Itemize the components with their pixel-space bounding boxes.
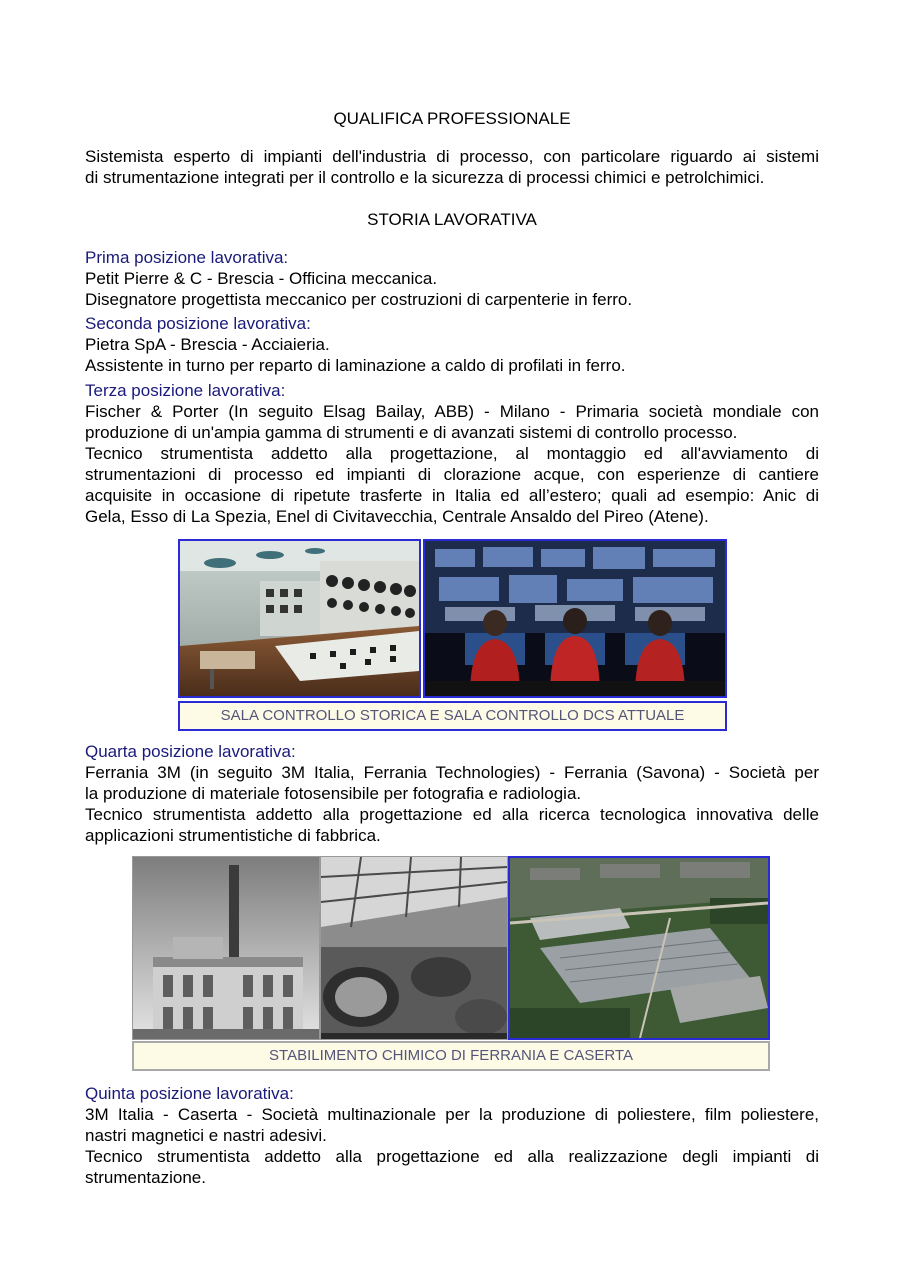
text-line: la produzione di materiale fotosensibile per fotografia e radiologia.	[85, 784, 582, 803]
position-heading: Prima posizione lavorativa:	[85, 248, 289, 267]
figure-plants	[132, 856, 770, 1040]
text-line: di strumentazione integrati per il controllo e la sicurezza di processi chimici e petrolchimici.	[85, 168, 765, 187]
figure-caption-plants: STABILIMENTO CHIMICO DI FERRANIA E CASERTA	[132, 1041, 770, 1071]
text-line: Tecnico strumentista addetto alla progettazione ed alla realizzazione degli impianti di	[85, 1147, 819, 1166]
text-line: nastri magnetici e nastri adesivi.	[85, 1126, 327, 1145]
text-line: Disegnatore progettista meccanico per costruzioni di carpenterie in ferro.	[85, 290, 633, 309]
text-line: produzione di un'ampia gamma di strumenti e di avanzati sistemi di controllo processo.	[85, 423, 738, 442]
position-terza	[85, 380, 819, 527]
section-title-qualifica: QUALIFICA PROFESSIONALE	[333, 109, 571, 128]
ferrania-building-photo	[132, 856, 320, 1040]
position-heading: Terza posizione lavorativa:	[85, 381, 286, 400]
text-line: 3M Italia - Caserta - Società multinazionale per la produzione di poliestere, film poliestere,	[85, 1105, 819, 1124]
text-line: strumentazione.	[85, 1168, 206, 1187]
figure-control-rooms	[178, 539, 727, 698]
text-line: Fischer & Porter (In seguito Elsag Bailay, ABB) - Milano - Primaria società mondiale con	[85, 402, 819, 421]
factory-hall-photo	[320, 856, 508, 1040]
caserta-aerial-photo	[508, 856, 770, 1040]
text-line: applicazioni strumentistiche di fabbrica.	[85, 826, 381, 845]
text-line: Ferrania 3M (in seguito 3M Italia, Ferrania Technologies) - Ferrania (Savona) - Società per	[85, 763, 819, 782]
text-line: Gela, Esso di La Spezia, Enel di Civitavecchia, Centrale Ansaldo del Pireo (Atene).	[85, 507, 709, 526]
position-heading: Quarta posizione lavorativa:	[85, 742, 296, 761]
text-line: strumentazioni di processo ed impianti di clorazione acque, con esperienze di cantiere	[85, 465, 819, 484]
text-line: Pietra SpA - Brescia - Acciaieria.	[85, 335, 330, 354]
historic-control-room-photo	[178, 539, 421, 698]
position-quarta	[85, 741, 819, 846]
text-line: Assistente in turno per reparto di laminazione a caldo di profilati in ferro.	[85, 356, 626, 375]
text-line: Tecnico strumentista addetto alla progettazione ed alla ricerca tecnologica innovativa delle	[85, 805, 819, 824]
position-prima	[85, 247, 819, 310]
position-heading: Quinta posizione lavorativa:	[85, 1084, 294, 1103]
dcs-control-room-photo	[423, 539, 727, 698]
section-title-storia: STORIA LAVORATIVA	[367, 210, 537, 229]
position-seconda	[85, 313, 819, 376]
text-line: Tecnico strumentista addetto alla progettazione, al montaggio ed all'avviamento di	[85, 444, 819, 463]
position-quinta	[85, 1083, 819, 1188]
qualifica-paragraph	[85, 146, 819, 188]
figure-caption-control-rooms: SALA CONTROLLO STORICA E SALA CONTROLLO DCS ATTUALE	[178, 701, 727, 731]
text-line: acquisite in occasione di ripetute trasferte in Italia ed all’estero; quali ad esempio: Anic di	[85, 486, 819, 505]
text-line: Petit Pierre & C - Brescia - Officina meccanica.	[85, 269, 438, 288]
text-line: Sistemista esperto di impianti dell'industria di processo, con particolare riguardo ai sistemi	[85, 147, 819, 166]
position-heading: Seconda posizione lavorativa:	[85, 314, 311, 333]
